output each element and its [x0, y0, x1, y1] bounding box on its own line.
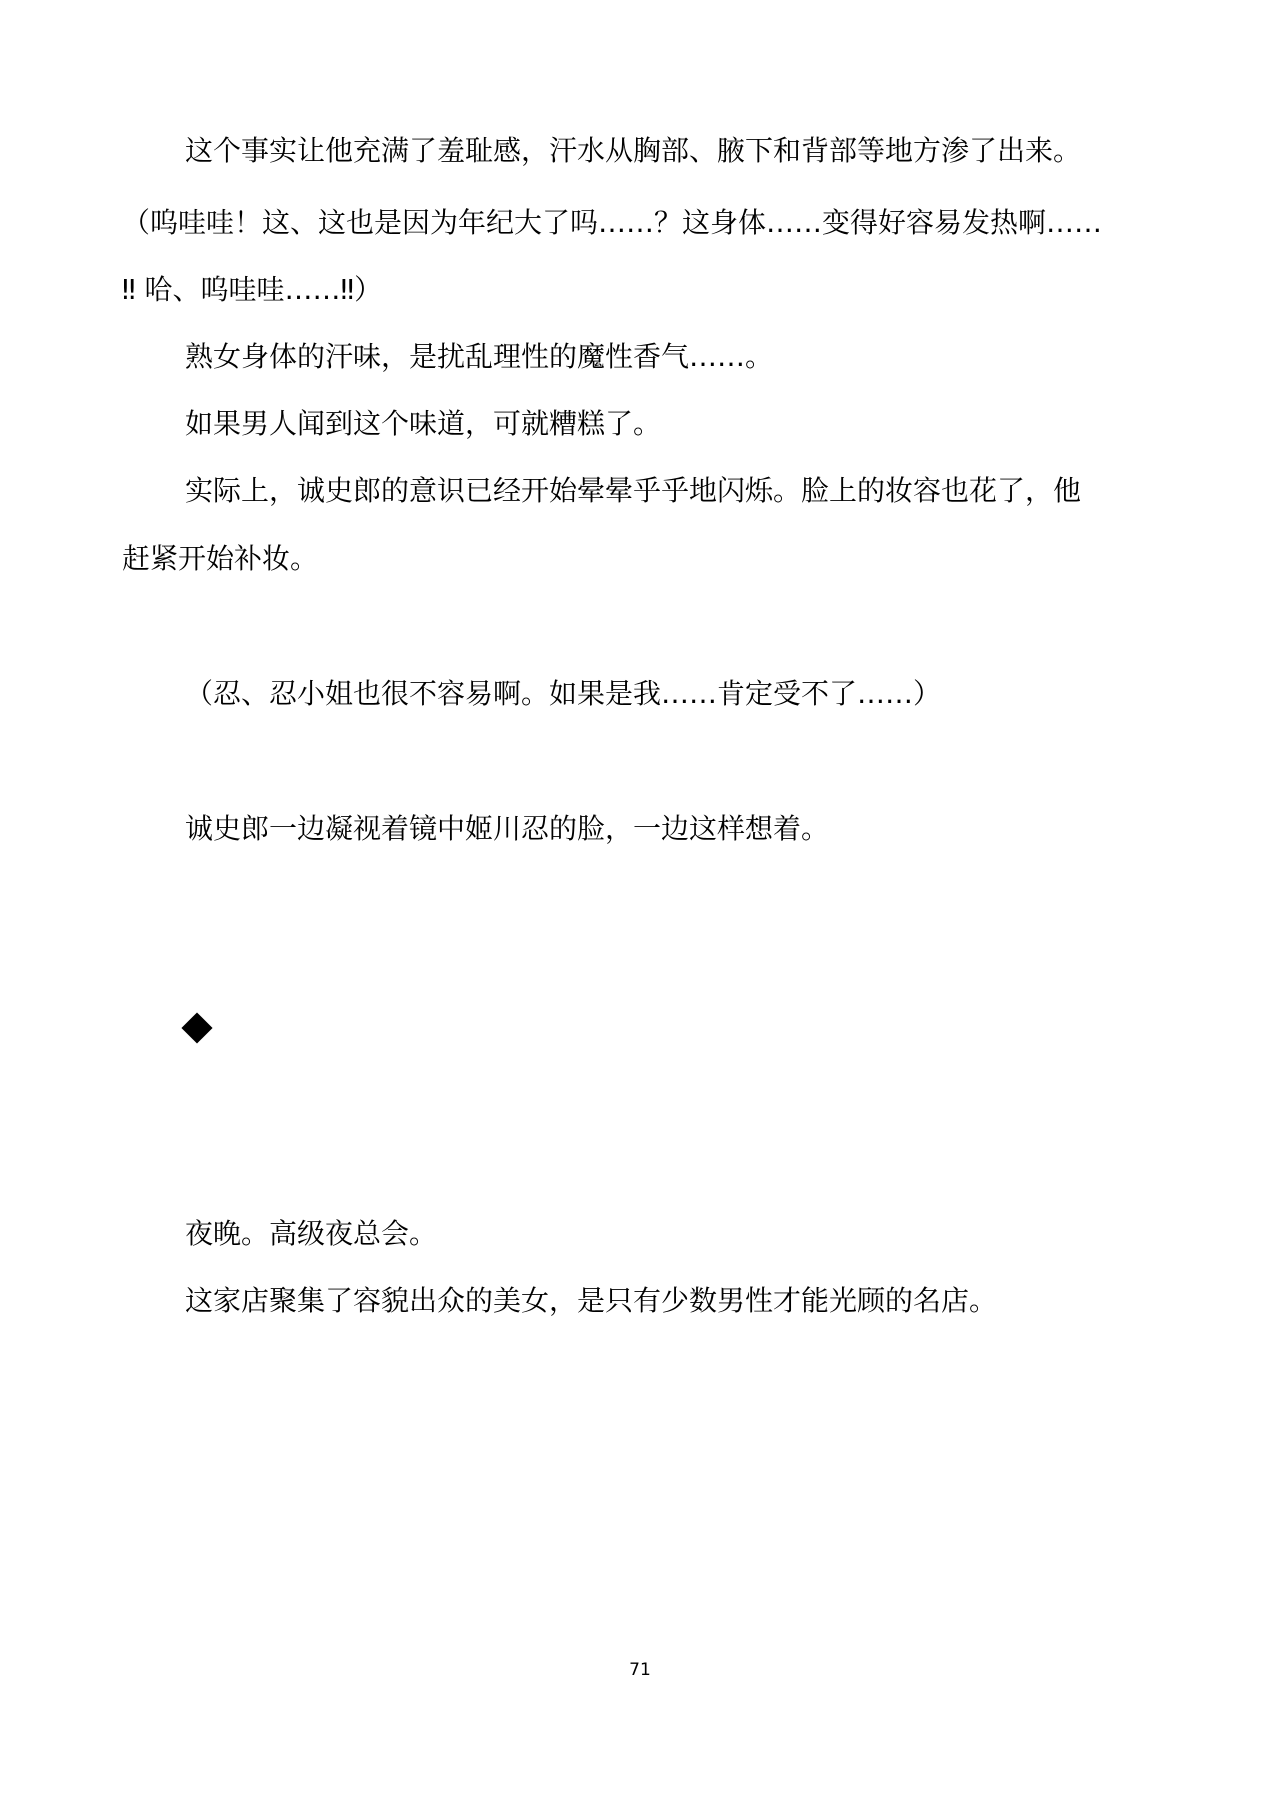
paragraph-line: 熟女身体的汗味，是扰乱理性的魔性香气……。 — [185, 340, 774, 373]
paragraph-line: 如果男人闻到这个味道，可就糟糕了。 — [185, 407, 662, 440]
paragraph-line: （忍、忍小姐也很不容易啊。如果是我……肯定受不了……） — [185, 677, 942, 710]
paragraph-line: 这个事实让他充满了羞耻感，汗水从胸部、腋下和背部等地方渗了出来。 — [185, 134, 1082, 167]
paragraph-line: 实际上，诚史郎的意识已经开始晕晕乎乎地闪烁。脸上的妆容也花了，他 — [185, 474, 1082, 507]
paragraph-line: （呜哇哇！这、这也是因为年纪大了吗……？这身体……变得好容易发热啊…… — [122, 206, 1103, 239]
paragraph-line: 赶紧开始补妆。 — [122, 542, 319, 575]
page-number: 71 — [629, 1660, 651, 1680]
paragraph-line: 这家店聚集了容貌出众的美女，是只有少数男性才能光顾的名店。 — [185, 1284, 998, 1317]
paragraph-line: 夜晚。高级夜总会。 — [185, 1217, 438, 1250]
separator-diamond-icon — [181, 1012, 212, 1043]
paragraph-line: 诚史郎一边凝视着镜中姬川忍的脸，一边这样想着。 — [185, 812, 830, 845]
paragraph-line: ‼ 哈、呜哇哇……‼） — [122, 273, 383, 306]
